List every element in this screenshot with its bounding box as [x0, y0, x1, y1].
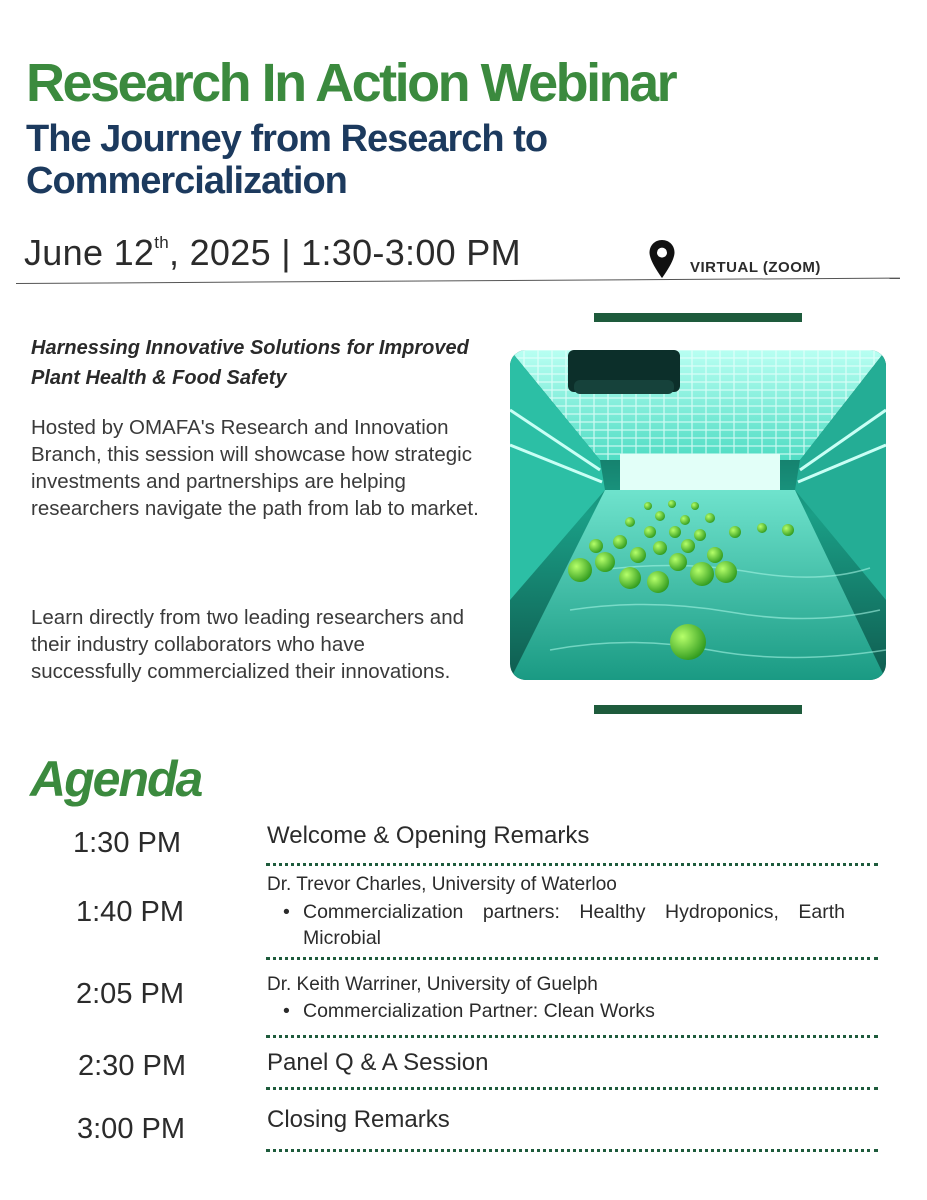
agenda-bullet-text: Commercialization Partner: Clean Works	[303, 1000, 655, 1022]
agenda-time: 3:00 PM	[77, 1113, 185, 1145]
photo-bottom-bar	[594, 705, 802, 714]
agenda-divider	[266, 1149, 878, 1152]
map-pin-icon	[648, 239, 676, 279]
agenda-time: 1:40 PM	[76, 896, 184, 928]
event-location: VIRTUAL (ZOOM)	[690, 259, 821, 276]
agenda-divider	[266, 1035, 878, 1038]
agenda-item-title: Panel Q & A Session	[267, 1049, 489, 1076]
agenda-item-title: Welcome & Opening Remarks	[267, 822, 590, 849]
session-tagline: Harnessing Innovative Solutions for Improved Plant Health & Food Safety	[31, 337, 469, 389]
photo-top-bar	[594, 313, 802, 322]
session-description-secondary: Learn directly from two leading researchers and their industry collaborators who have successfully commercialized their innovations.	[31, 606, 464, 683]
agenda-time: 2:05 PM	[76, 978, 184, 1010]
date-rest: , 2025 | 1:30-3:00 PM	[169, 232, 521, 273]
date-suffix: th	[154, 233, 169, 252]
agenda-time: 1:30 PM	[73, 827, 181, 859]
agenda-bullet	[283, 899, 845, 951]
agenda-speaker: Dr. Trevor Charles, University of Waterloo	[267, 874, 617, 895]
agenda-divider	[266, 957, 878, 960]
lab-photo	[510, 350, 886, 680]
agenda-bullet	[283, 998, 845, 1024]
agenda-heading: Agenda	[30, 751, 202, 807]
event-date-time	[24, 232, 521, 274]
lab-photo-illustration	[510, 350, 886, 680]
bullet-dot: •	[283, 901, 290, 923]
webinar-subtitle: The Journey from Research to Commercialization	[26, 118, 548, 202]
agenda-speaker: Dr. Keith Warriner, University of Guelph	[267, 974, 598, 995]
agenda-item-title: Closing Remarks	[267, 1106, 450, 1133]
webinar-title: Research In Action Webinar	[26, 53, 676, 113]
header-divider	[16, 278, 900, 284]
agenda-divider	[266, 1087, 878, 1090]
session-description: Hosted by OMAFA's Research and Innovation Branch, this session will showcase how strategic investments and partnerships are helping researchers navigate the path from lab to market.	[31, 416, 479, 520]
date-month-day: June 12	[24, 232, 155, 273]
agenda-bullet-text: Commercialization partners: Healthy Hydroponics, Earth Microbial	[303, 901, 845, 949]
agenda-time: 2:30 PM	[78, 1050, 186, 1082]
agenda-divider	[266, 863, 878, 866]
bullet-dot: •	[283, 1000, 290, 1022]
